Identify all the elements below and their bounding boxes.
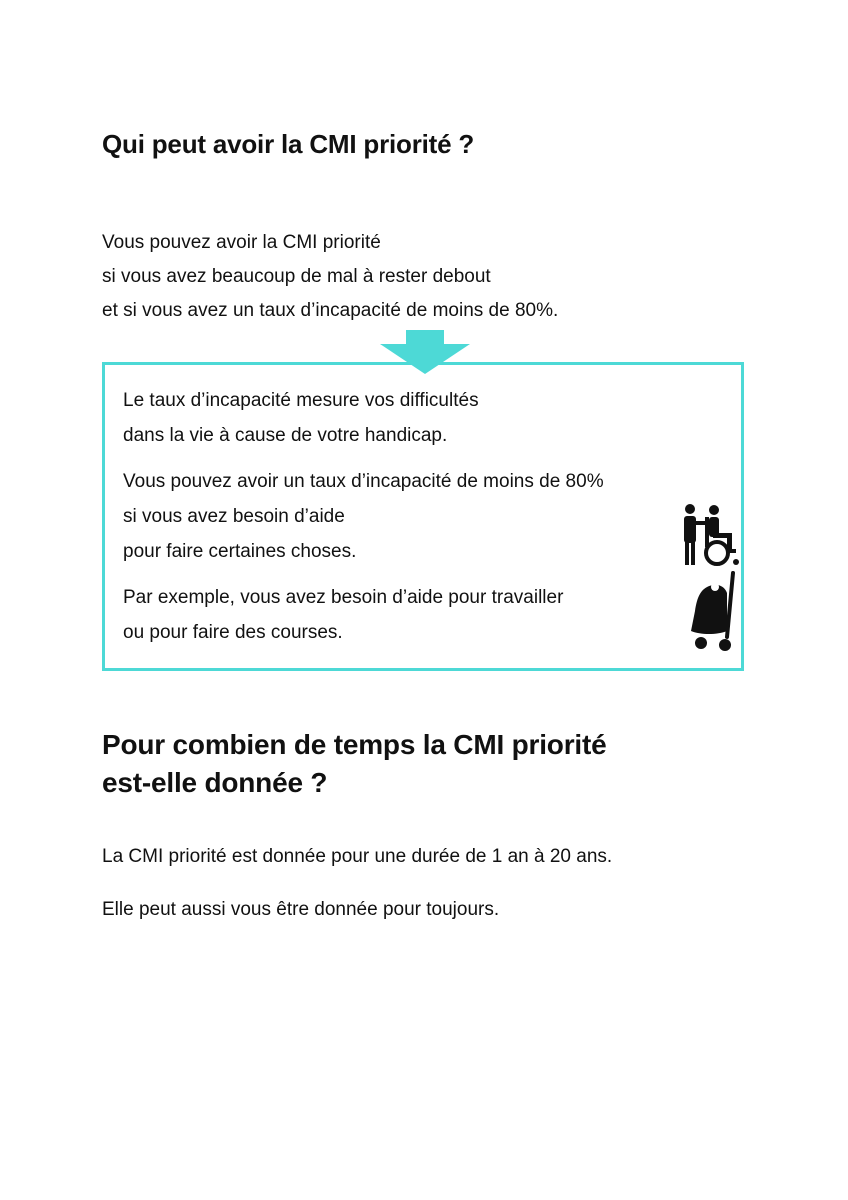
info-line: si vous avez besoin d’aide [123,506,345,527]
intro-line: si vous avez beaucoup de mal à rester debout [102,266,491,287]
section-heading-who: Qui peut avoir la CMI priorité ? [102,129,475,159]
info-box [102,362,744,671]
info-line: pour faire certaines choses. [123,541,357,562]
duration-paragraph: La CMI priorité est donnée pour une durée de 1 an à 20 ans. [102,846,613,867]
wheelchair-helper-icon [680,503,742,567]
info-line: ou pour faire des courses. [123,622,343,643]
forever-paragraph: Elle peut aussi vous être donnée pour toujours. [102,899,500,920]
info-paragraph [123,383,693,453]
intro-paragraph [102,226,558,328]
intro-line: et si vous avez un taux d’incapacité de moins de 80%. [102,300,559,321]
heading-line: est-elle donnée ? [102,767,328,798]
info-line: dans la vie à cause de votre handicap. [123,425,448,446]
intro-line: Vous pouvez avoir la CMI priorité [102,232,381,253]
info-paragraph [123,580,693,650]
info-line: Par exemple, vous avez besoin d’aide pour travailler [123,587,564,608]
section-heading-duration [102,726,606,802]
arrow-down-icon [380,330,470,374]
info-paragraph [123,464,693,569]
info-line: Le taux d’incapacité mesure vos difficultés [123,390,479,411]
info-box-text [123,383,693,661]
heading-line: Pour combien de temps la CMI priorité [102,729,607,760]
shopping-trolley-icon [687,571,741,653]
info-line: Vous pouvez avoir un taux d’incapacité de moins de 80% [123,471,604,492]
